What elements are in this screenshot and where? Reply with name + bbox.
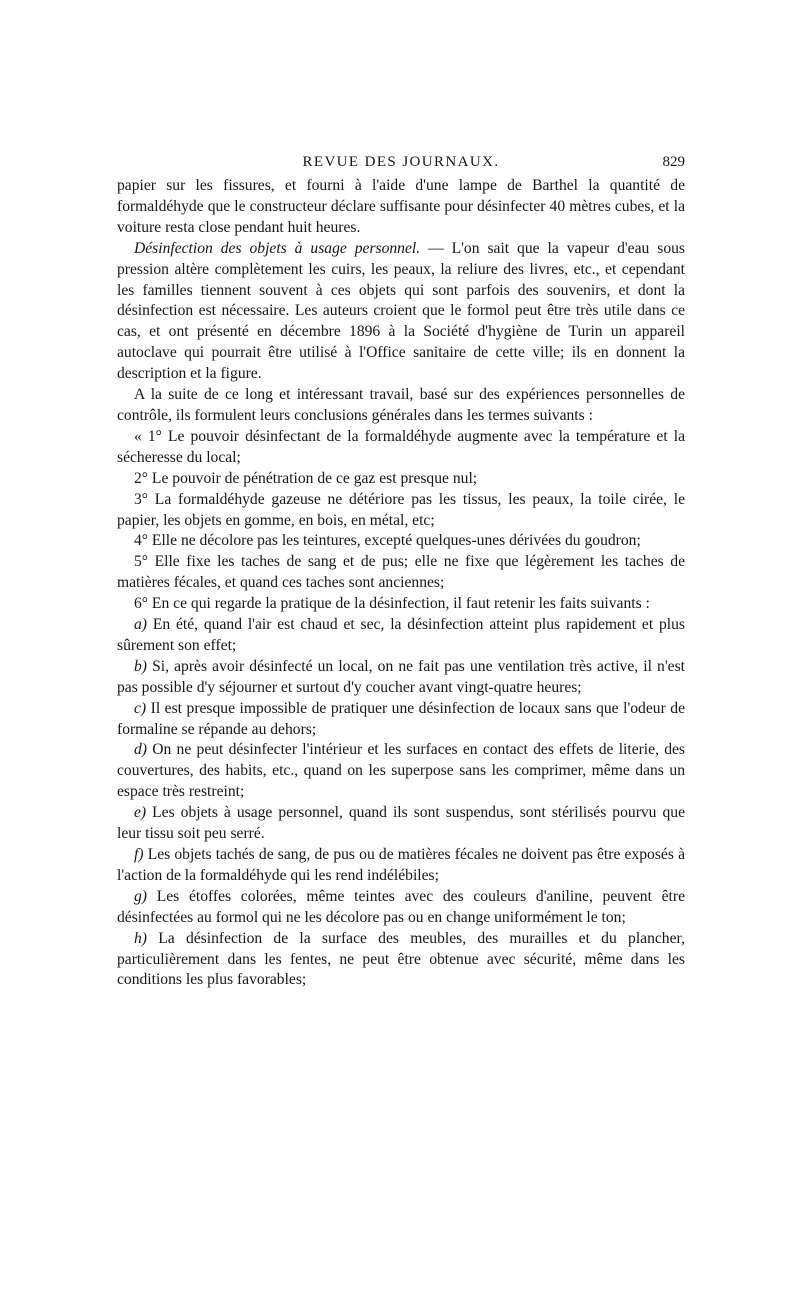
section-heading: Désinfection des objets à usage personnel. [134,239,421,257]
list-item-f [117,845,685,887]
item-label: c) [134,699,147,717]
item-label: b) [134,657,147,675]
list-item-c [117,699,685,741]
paragraph-text: — L'on sait que la vapeur d'eau sous pression altère complètement les cuirs, les peaux, la reliure des livres, etc., et cependant les familles tiennent souvent à ces objets qui sont parfois des souvenirs, et dont la désinfection est nécessaire. Les auteurs croient que le formol peut être très utile dans ce cas, et ont présenté en décembre 1896 à la Société d'hygiène de Turin un appareil autoclave qui pourrait être utilisé à l'Office sanitaire de cette ville; ils en donnent la description et la figure. [117,239,685,383]
item-label: e) [134,804,147,822]
list-item-d [117,740,685,803]
item-text: Les objets à usage personnel, quand ils sont suspendus, sont stérilisés pourvu que leur tissu soit peu serré. [117,804,685,843]
list-item-a [117,615,685,657]
page-number: 829 [662,154,685,170]
list-item-g [117,887,685,929]
conclusion-2: 2° Le pouvoir de pénétration de ce gaz est presque nul; [134,469,478,487]
list-item-e [117,803,685,845]
item-label: g) [134,887,147,905]
item-text: Les objets tachés de sang, de pus ou de matières fécales ne doivent pas être exposés à l'action de la formaldéhyde qui les rend indélébiles; [117,846,685,884]
paragraph: A la suite de ce long et intéressant travail, basé sur des expériences personnelles de contrôle, ils formulent leurs conclusions générales dans les termes suivants : [117,386,685,424]
item-text: Si, après avoir désinfecté un local, on ne fait pas une ventilation très active, il n'est pas possible d'y séjourner et surtout d'y coucher avant vingt-quatre heures; [117,657,685,696]
item-text: Il est presque impossible de pratiquer une désinfection de locaux sans que l'odeur de formaline se répande au dehors; [117,699,685,738]
conclusion-4: 4° Elle ne décolore pas les teintures, excepté quelques-unes dérivées du goudron; [134,532,641,550]
item-label: d) [134,741,147,759]
conclusion-1: « 1° Le pouvoir désinfectant de la formaldéhyde augmente avec la température et la sécheresse du local; [117,427,685,466]
item-text: En été, quand l'air est chaud et sec, la désinfection atteint plus rapidement et plus sûrement son effet; [117,616,685,654]
conclusion-5: 5° Elle fixe les taches de sang et de pus; elle ne fixe que légèrement les taches de matières fécales, et quand ces taches sont anciennes; [117,553,685,592]
document-page [117,152,685,991]
paragraph-continuation: papier sur les fissures, et fourni à l'aide d'une lampe de Barthel la quantité de formaldéhyde que le constructeur déclare suffisante pour désinfecter 40 mètres cubes, et la voiture resta close pendant huit heures. [117,177,685,236]
conclusion-3: 3° La formaldéhyde gazeuse ne détériore pas les tissus, les peaux, la toile cirée, le papier, les objets en gomme, en bois, en métal, etc; [117,490,685,529]
journal-title: REVUE DES JOURNAUX. [302,154,500,170]
item-label: h) [134,929,147,947]
section-paragraph [117,239,685,385]
list-item-b [117,657,685,699]
list-item-h [117,929,685,992]
running-header [117,152,685,176]
conclusion-6: 6° En ce qui regarde la pratique de la désinfection, il faut retenir les faits suivants : [134,595,650,613]
item-label: a) [134,616,147,634]
item-text: Les étoffes colorées, même teintes avec des couleurs d'aniline, peuvent être désinfectées au formol qui ne les décolore pas ou en change uniformément le ton; [117,887,685,926]
item-label: f) [134,846,144,863]
item-text: La désinfection de la surface des meubles, des murailles et du plancher, particulièrement dans les fentes, ne peut être obtenue avec sécurité, même dans les conditions les plus favorables; [117,929,685,989]
item-text: On ne peut désinfecter l'intérieur et les surfaces en contact des effets de literie, des couvertures, des habits, etc., quand on les superpose sans les comprimer, même dans un espace très restreint; [117,741,685,801]
